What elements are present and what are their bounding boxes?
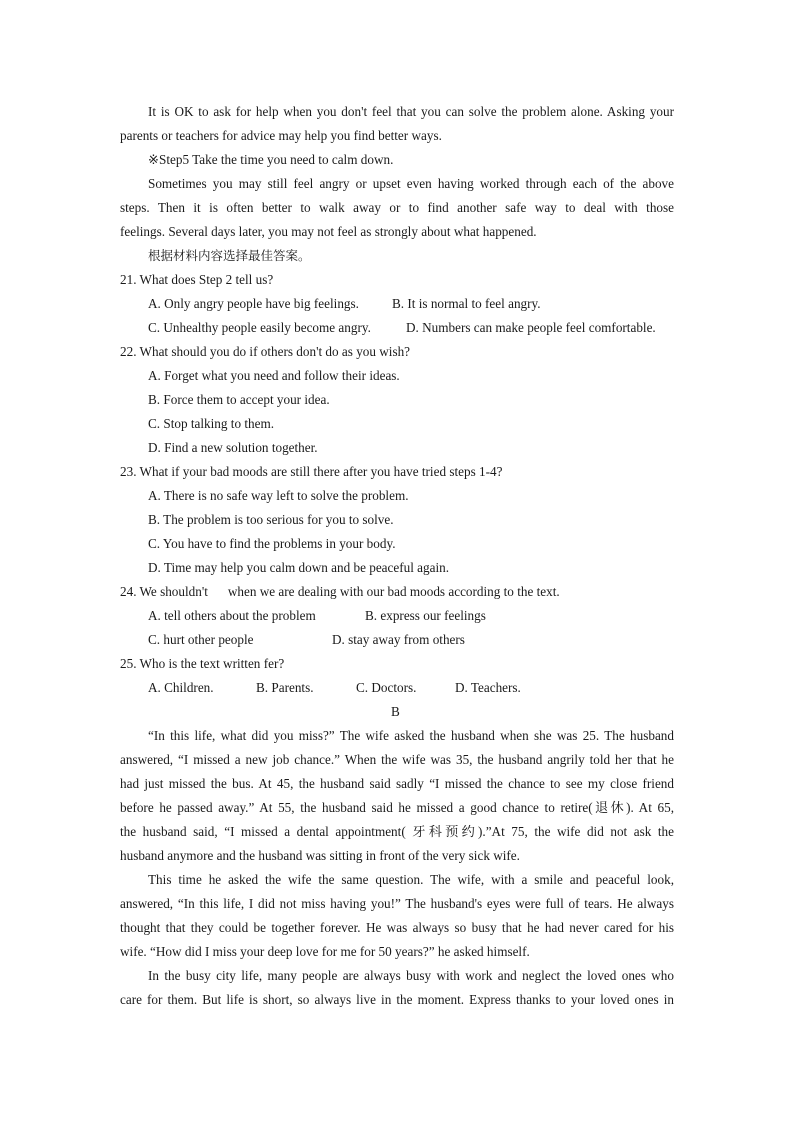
q22-option-d[interactable]: D. Find a new solution together. — [148, 440, 318, 455]
q21-option-d[interactable]: D. Numbers can make people feel comfortable. — [406, 320, 656, 335]
q25-option-b[interactable]: B. Parents. — [256, 680, 314, 695]
q25-option-d[interactable]: D. Teachers. — [455, 680, 521, 695]
passage-a-p1-line2: parents or teachers for advice may help you find better ways. — [120, 128, 442, 143]
question-21-stem: 21. What does Step 2 tell us? — [120, 272, 274, 287]
q23-option-d[interactable]: D. Time may help you calm down and be peaceful again. — [148, 560, 450, 575]
section-b-p1-line6: husband anymore and the husband was sitting in front of the very sick wife. — [120, 848, 520, 863]
q23-option-c[interactable]: C. You have to find the problems in your body. — [148, 536, 396, 551]
instruction: 根据材料内容选择最佳答案。 — [148, 248, 311, 263]
section-b-p3-line1: In the busy city life, many people are always busy with work and neglect the loved ones who — [148, 968, 674, 983]
section-b-p1-line3: had just missed the bus. At 45, the husband said sadly “I missed the chance to see my close friend — [120, 776, 674, 791]
section-b-p2-line1: This time he asked the wife the same question. The wife, with a smile and peaceful look, — [148, 872, 674, 887]
section-b-p2-line2: answered, “In this life, I did not miss having you!” The husband's eyes were full of tears. He always — [120, 896, 674, 911]
q25-option-c[interactable]: C. Doctors. — [356, 680, 417, 695]
section-b-p3-line2: care for them. But life is short, so always live in the moment. Express thanks to your loved ones in — [120, 992, 674, 1007]
section-b-p1-line2: answered, “I missed a new job chance.” When the wife was 35, the husband angrily told her that he — [120, 752, 674, 767]
passage-a-p2-line2: steps. Then it is often better to walk away or to find another safe way to deal with those — [120, 200, 674, 215]
section-b-p1-line4: before he passed away.” At 55, the husband said he missed a good chance to retire(退休). At 65, — [120, 800, 674, 815]
q23-option-b[interactable]: B. The problem is too serious for you to solve. — [148, 512, 394, 527]
passage-a-p2-line3: feelings. Several days later, you may not feel as strongly about what happened. — [120, 224, 537, 239]
q22-option-c[interactable]: C. Stop talking to them. — [148, 416, 275, 431]
q24-option-b[interactable]: B. express our feelings — [365, 608, 486, 623]
question-23-stem: 23. What if your bad moods are still there after you have tried steps 1-4? — [120, 464, 503, 479]
question-22-stem: 22. What should you do if others don't do as you wish? — [120, 344, 411, 359]
q21-option-c[interactable]: C. Unhealthy people easily become angry. — [148, 320, 371, 335]
q22-option-b[interactable]: B. Force them to accept your idea. — [148, 392, 330, 407]
section-b-p2-line4: wife. “How did I miss your deep love for me for 50 years?” he asked himself. — [120, 944, 530, 959]
q24-stem-part1: 24. We shouldn't — [120, 584, 208, 599]
step5-heading: ※Step5 Take the time you need to calm down. — [148, 152, 394, 167]
q21-option-a[interactable]: A. Only angry people have big feelings. — [148, 296, 359, 311]
q22-option-a[interactable]: A. Forget what you need and follow their ideas. — [148, 368, 400, 383]
q21-option-b[interactable]: B. It is normal to feel angry. — [392, 296, 541, 311]
passage-a-p2-line1: Sometimes you may still feel angry or upset even having worked through each of the above — [148, 176, 674, 191]
section-b-heading: B — [391, 704, 400, 719]
question-25-stem: 25. Who is the text written fer? — [120, 656, 285, 671]
q25-option-a[interactable]: A. Children. — [148, 680, 214, 695]
passage-a-p1-line1: It is OK to ask for help when you don't feel that you can solve the problem alone. Asking your — [148, 104, 674, 119]
question-24-stem — [120, 584, 560, 600]
q23-option-a[interactable]: A. There is no safe way left to solve the problem. — [148, 488, 409, 503]
section-b-p1-line1: “In this life, what did you miss?” The wife asked the husband when she was 25. The husband — [148, 728, 674, 743]
q24-stem-part2: when we are dealing with our bad moods according to the text. — [227, 584, 560, 599]
q24-option-a[interactable]: A. tell others about the problem — [148, 608, 316, 623]
section-b-p2-line3: thought that they could be together forever. He was always so busy that he had never cared for his — [120, 920, 674, 935]
section-b-p1-line5: the husband said, “I missed a dental appointment( 牙科预约).”At 75, the wife did not ask the — [120, 824, 674, 839]
q24-option-c[interactable]: C. hurt other people — [148, 632, 254, 647]
q24-option-d[interactable]: D. stay away from others — [332, 632, 465, 647]
